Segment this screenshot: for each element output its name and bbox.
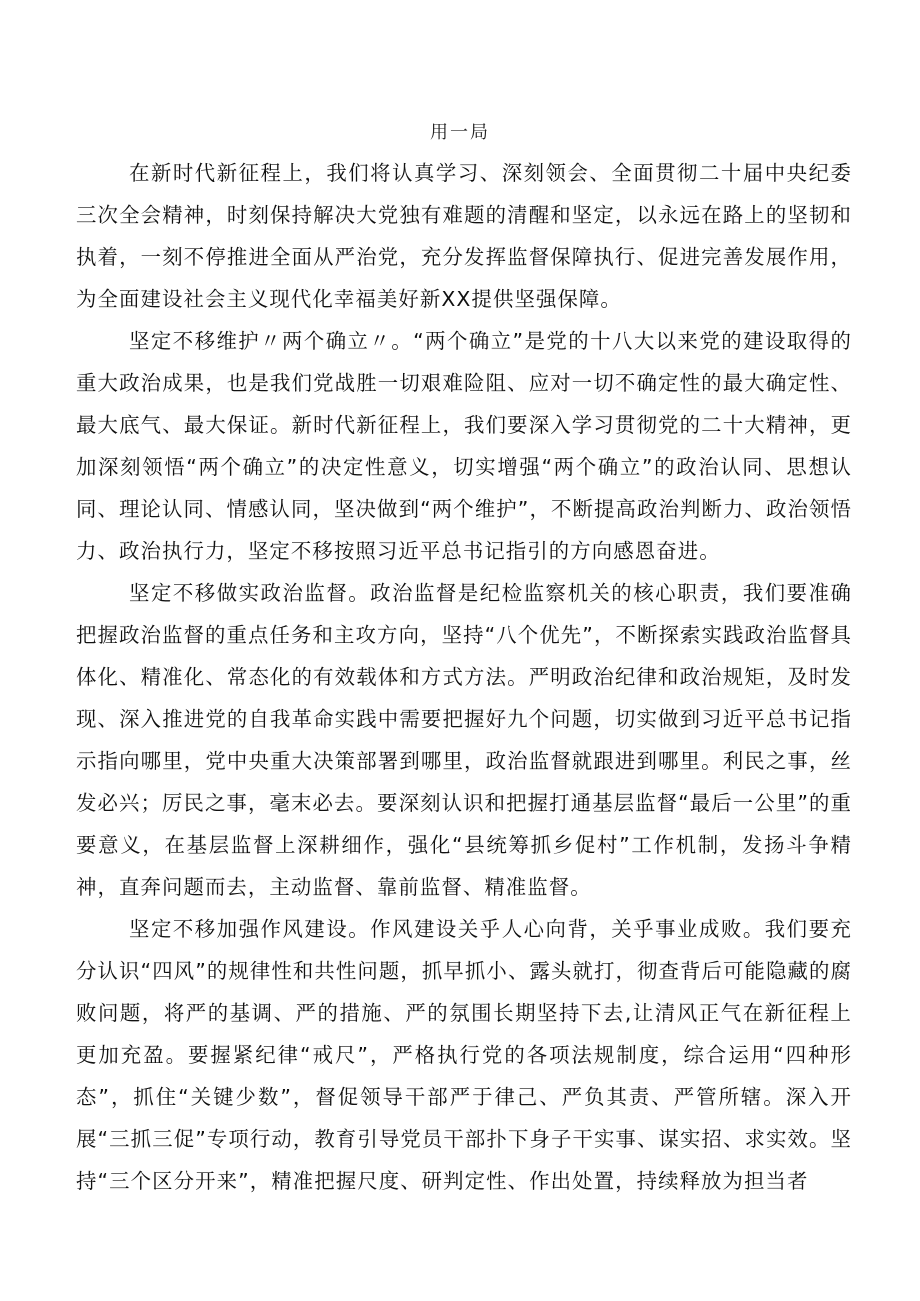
page-header: 用一局 (430, 122, 490, 143)
paragraph-intro: 在新时代新征程上，我们将认真学习、深刻领会、全面贯彻二十届中央纪委三次全会精神，时刻保持解决大党独有难题的清醒和坚定，以永远在路上的坚韧和执着，一刻不停推进全面从严治党，充分发挥监督保障执行、促进完善发展作用，为全面建设社会主义现代化幸福美好新XX提供坚强保障。 (76, 161, 852, 311)
paragraph-political-supervision: 坚定不移做实政治监督。政治监督是纪检监察机关的核心职责，我们要准确把握政治监督的重点任务和主攻方向，坚持“八个优先”，不断探索实践政治监督具体化、精准化、常态化的有效载体和方式方法。严明政治纪律和政治规矩，及时发现、深入推进党的自我革命实践中需要把握好九个问题，切实做到习近平总书记指示指向哪里，党中央重大决策部署到哪里，政治监督就跟进到哪里。利民之事，丝发必兴；厉民之事，毫末必去。要深刻认识和把握打通基层监督“最后一公里”的重要意义，在基层监督上深耕细作，强化“县统筹抓乡促村”工作机制，发扬斗争精神，直奔问题而去，主动监督、靠前监督、精准监督。 (76, 581, 852, 899)
paragraph-two-establishments: 坚定不移维护〃两个确立〃。“两个确立”是党的十八大以来党的建设取得的重大政治成果，也是我们党战胜一切艰难险阻、应对一切不确定性的最大确定性、最大底气、最大保证。新时代新征程上，我们要深入学习贯彻党的二十大精神，更加深刻领悟“两个确立”的决定性意义，切实增强“两个确立”的政治认同、思想认同、理论认同、情感认同，坚决做到“两个维护”，不断提高政治判断力、政治领悟力、政治执行力，坚定不移按照习近平总书记指引的方向感恩奋进。 (76, 329, 852, 563)
paragraph-work-style: 坚定不移加强作风建设。作风建设关乎人心向背，关乎事业成败。我们要充分认识“四风”的规律性和共性问题，抓早抓小、露头就打，彻查背后可能隐藏的腐败问题，将严的基调、严的措施、严的氛围长期坚持下去,让清风正气在新征程上更加充盈。要握紧纪律“戒尺”，严格执行党的各项法规制度，综合运用“四种形态”，抓住“关键少数”，督促领导干部严于律己、严负其责、严管所辖。深入开展“三抓三促”专项行动，教育引导党员干部扑下身子干实事、谋实招、求实效。坚持“三个区分开来”，精准把握尺度、研判定性、作出处置，持续释放为担当者 (76, 917, 852, 1193)
document-body (76, 152, 852, 1202)
